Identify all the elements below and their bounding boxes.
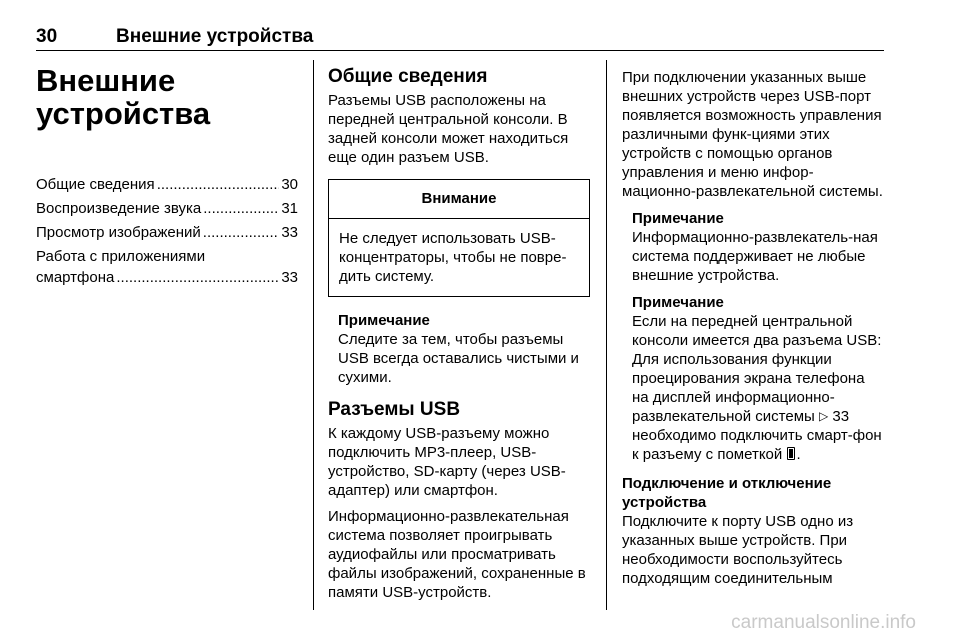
intro-paragraph: При подключении указанных выше внешних устройств через USB-порт появляется возможность управления различными функ-циями этих устройств с помощью органов управления и меню инфор-мационно-развлекательной системы. (622, 69, 883, 200)
note-text-end: . (796, 446, 801, 463)
toc-leader (203, 198, 279, 219)
subsection-heading: Разъемы USB (328, 399, 461, 420)
column-general-info (328, 60, 590, 602)
toc-entry-page: 33 (281, 224, 298, 241)
warning-text: Не следует использовать USB-концентраторы, чтобы не повре-дить систему. (339, 230, 567, 285)
column-usage (622, 60, 884, 588)
page-number: 30 (36, 26, 58, 47)
note-title: Примечание (338, 312, 430, 329)
page-reference[interactable]: 33 (832, 408, 850, 425)
toc-entry-label-line-1: Работа с приложениями (36, 248, 206, 265)
phone-plug-icon (787, 447, 795, 460)
note-text (632, 312, 884, 464)
toc-entry[interactable] (36, 222, 298, 243)
note-text-part: необходимо подключить смарт-фон к разъему с пометкой (632, 427, 882, 463)
note (328, 311, 590, 387)
toc-entry-page: 30 (281, 176, 298, 193)
note-title: Примечание (632, 294, 724, 311)
note-text: Информационно-развлекатель-ная система поддерживает не любые внешние устройства. (632, 229, 878, 284)
note-text: Следите за тем, чтобы разъемы USB всегда оставались чистыми и сухими. (338, 331, 579, 386)
page-header (36, 26, 884, 50)
column-divider-1 (313, 60, 314, 610)
paragraph: Подключите к порту USB одно из указанных выше устройств. При необходимости воспользуйтесь подходящим соединительным (622, 513, 854, 587)
toc-entry-label: Общие сведения (36, 176, 155, 193)
warning-title: Внимание (329, 180, 589, 219)
toc-entry-page: 33 (281, 269, 298, 286)
watermark: carmanualsonline.info (731, 612, 916, 633)
toc-entry-page: 31 (281, 200, 298, 217)
paragraph: Информационно-развлекательная система позволяет проигрывать аудиофайлы или просматривать файлы изображений, сохраненные в памяти USB-устройств. (328, 508, 586, 601)
toc-entry[interactable] (36, 198, 298, 219)
note-text-part: Если на передней центральной консоли имеется два разъема USB: Для использования функции проецирования экрана телефона на дисплей информационно-развлекательной системы (632, 313, 882, 425)
subsection-heading: Подключение и отключение устройства (622, 475, 832, 511)
toc-entry-label: Просмотр изображений (36, 224, 201, 241)
chapter-title (36, 64, 298, 130)
note (622, 293, 884, 464)
header-rule (36, 50, 884, 51)
toc-entry-label: Воспроизведение звука (36, 200, 202, 217)
running-title: Внешние устройства (116, 26, 314, 47)
toc-entry-label: смартфона (36, 269, 115, 286)
note-title: Примечание (632, 210, 724, 227)
intro-paragraph: Разъемы USB расположены на передней центральной консоли. В задней консоли может находиться еще один разъем USB. (328, 92, 569, 166)
table-of-contents (36, 174, 298, 288)
toc-leader (116, 267, 279, 288)
toc-entry[interactable] (36, 174, 298, 195)
toc-leader (203, 222, 280, 243)
note (622, 209, 884, 285)
toc-entry[interactable] (36, 246, 298, 288)
toc-leader (157, 174, 280, 195)
column-divider-2 (606, 60, 607, 610)
warning-box (328, 179, 590, 297)
paragraph: К каждому USB-разъему можно подключить MP3-плеер, USB-устройство, SD-карту (через USB-адаптер) или смартфон. (328, 425, 566, 499)
chapter-title-line-1: Внешние (36, 63, 176, 98)
arrow-right-outline-icon: ▷ (819, 409, 829, 423)
chapter-title-line-2: устройства (36, 96, 211, 131)
column-toc (36, 60, 298, 288)
section-heading: Общие сведения (328, 66, 488, 87)
